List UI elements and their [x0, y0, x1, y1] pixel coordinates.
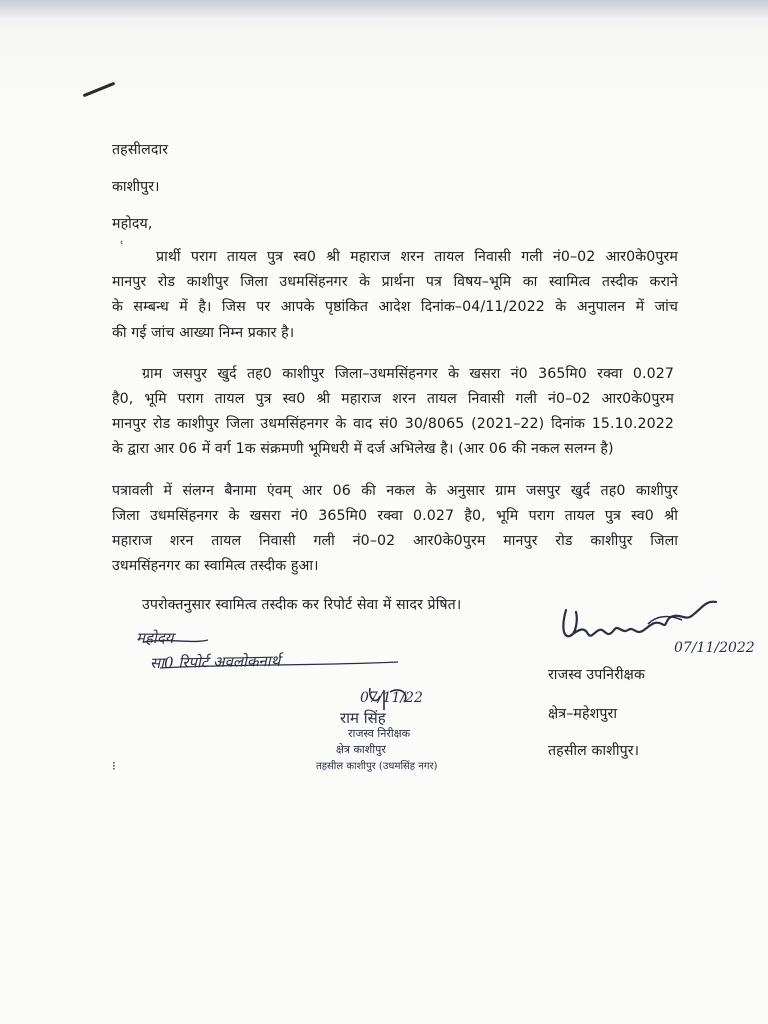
para2-line: ग्राम जसपुर खुर्द तह0 काशीपुर जिला–उधमसिंहनगर के खसरा नं0 365मि0 रक्वा 0.027 [142, 366, 674, 382]
svg-text:07/11/2022: 07/11/2022 [674, 640, 755, 656]
recipient-title: तहसीलदार [112, 142, 169, 158]
para2-line: मानपुर रोड काशीपुर जिला उधमसिंहनगर के वाद सं0 30/8065 (2021–22) दिनांक 15.10.2022 [112, 416, 674, 432]
pen-mark [83, 82, 116, 98]
para2-line: के द्वारा आर 06 में वर्ग 1क संक्रमणी भूमिधरी में दर्ज अभिलेख है। (आर 06 की नकल सलग्न है) [112, 441, 614, 457]
signatory-designation: राजस्व उपनिरीक्षक [548, 667, 645, 683]
para1-line: की गई जांच आख्या निम्न प्रकार है। [112, 325, 295, 341]
para2-line: है0, भूमि पराग तायल पुत्र स्व0 श्री महाराज शरन तायल निवासी गली नं0–02 आर0के0पुरम [112, 391, 674, 407]
recipient-place: काशीपुर। [112, 179, 160, 195]
stamp-date: 07/11/22 [360, 690, 423, 706]
page-edge-shadow [0, 0, 768, 18]
margin-mark: ʿ [120, 239, 124, 253]
para3-line: जिला उधमसिंहनगर के खसरा नं0 365मि0 रक्वा 0.027 है0, भूमि पराग तायल पुत्र स्व0 श्री [112, 508, 678, 524]
para3-line: महाराज शरन तायल निवासी गली नं0–02 आर0के0पुरम मानपुर रोड काशीपुर जिला [112, 533, 678, 549]
endorsement-underline [140, 620, 420, 680]
officer-signature [556, 590, 755, 660]
closing-line: उपरोक्तनुसार स्वामित्व तस्दीक कर रिपोर्ट सेवा में सादर प्रेषित। [142, 597, 462, 613]
stamp-initials-icon [340, 682, 450, 722]
para1-line: के सम्बन्ध में है। जिस पर आपके पृष्ठांकित आदेश दिनांक–04/11/2022 के अनुपालन में जांच [112, 299, 678, 315]
signatory-tehsil: तहसील काशीपुर। [548, 743, 640, 759]
stamp-place: क्षेत्र काशीपुर [336, 743, 386, 756]
endorsement-salutation: महोदय [136, 629, 174, 647]
salutation: महोदय, [112, 216, 153, 232]
signatory-area: क्षेत्र–महेशपुरा [548, 706, 618, 722]
margin-mark: ⁝ [112, 759, 116, 773]
endorsement-note: सा0 रिपोर्ट अवलोकनार्थ [149, 651, 281, 673]
stamp-title: राजस्व निरीक्षक [348, 727, 411, 740]
para3-line: उधमसिंहनगर का स्वामित्व तस्दीक हुआ। [112, 558, 319, 574]
stamp-tehsil: तहसील काशीपुर (उधमसिंह नगर) [316, 761, 438, 772]
stamp-name: राम सिंह [340, 709, 386, 727]
para1-line: प्रार्थी पराग तायल पुत्र स्व0 श्री महाराज शरन तायल निवासी गली नं0–02 आर0के0पुरम [156, 249, 678, 265]
para3-line: पत्रावली में संलग्न बैनामा एंवम् आर 06 की नकल के अनुसार ग्राम जसपुर खुर्द तह0 काशीपुर [112, 483, 678, 499]
para1-line: मानपुर रोड काशीपुर जिला उधमसिंहनगर के प्रार्थना पत्र विषय–भूमि का स्वामित्व तस्दीक कराने [112, 274, 678, 290]
signature-scribble-icon [556, 590, 755, 660]
